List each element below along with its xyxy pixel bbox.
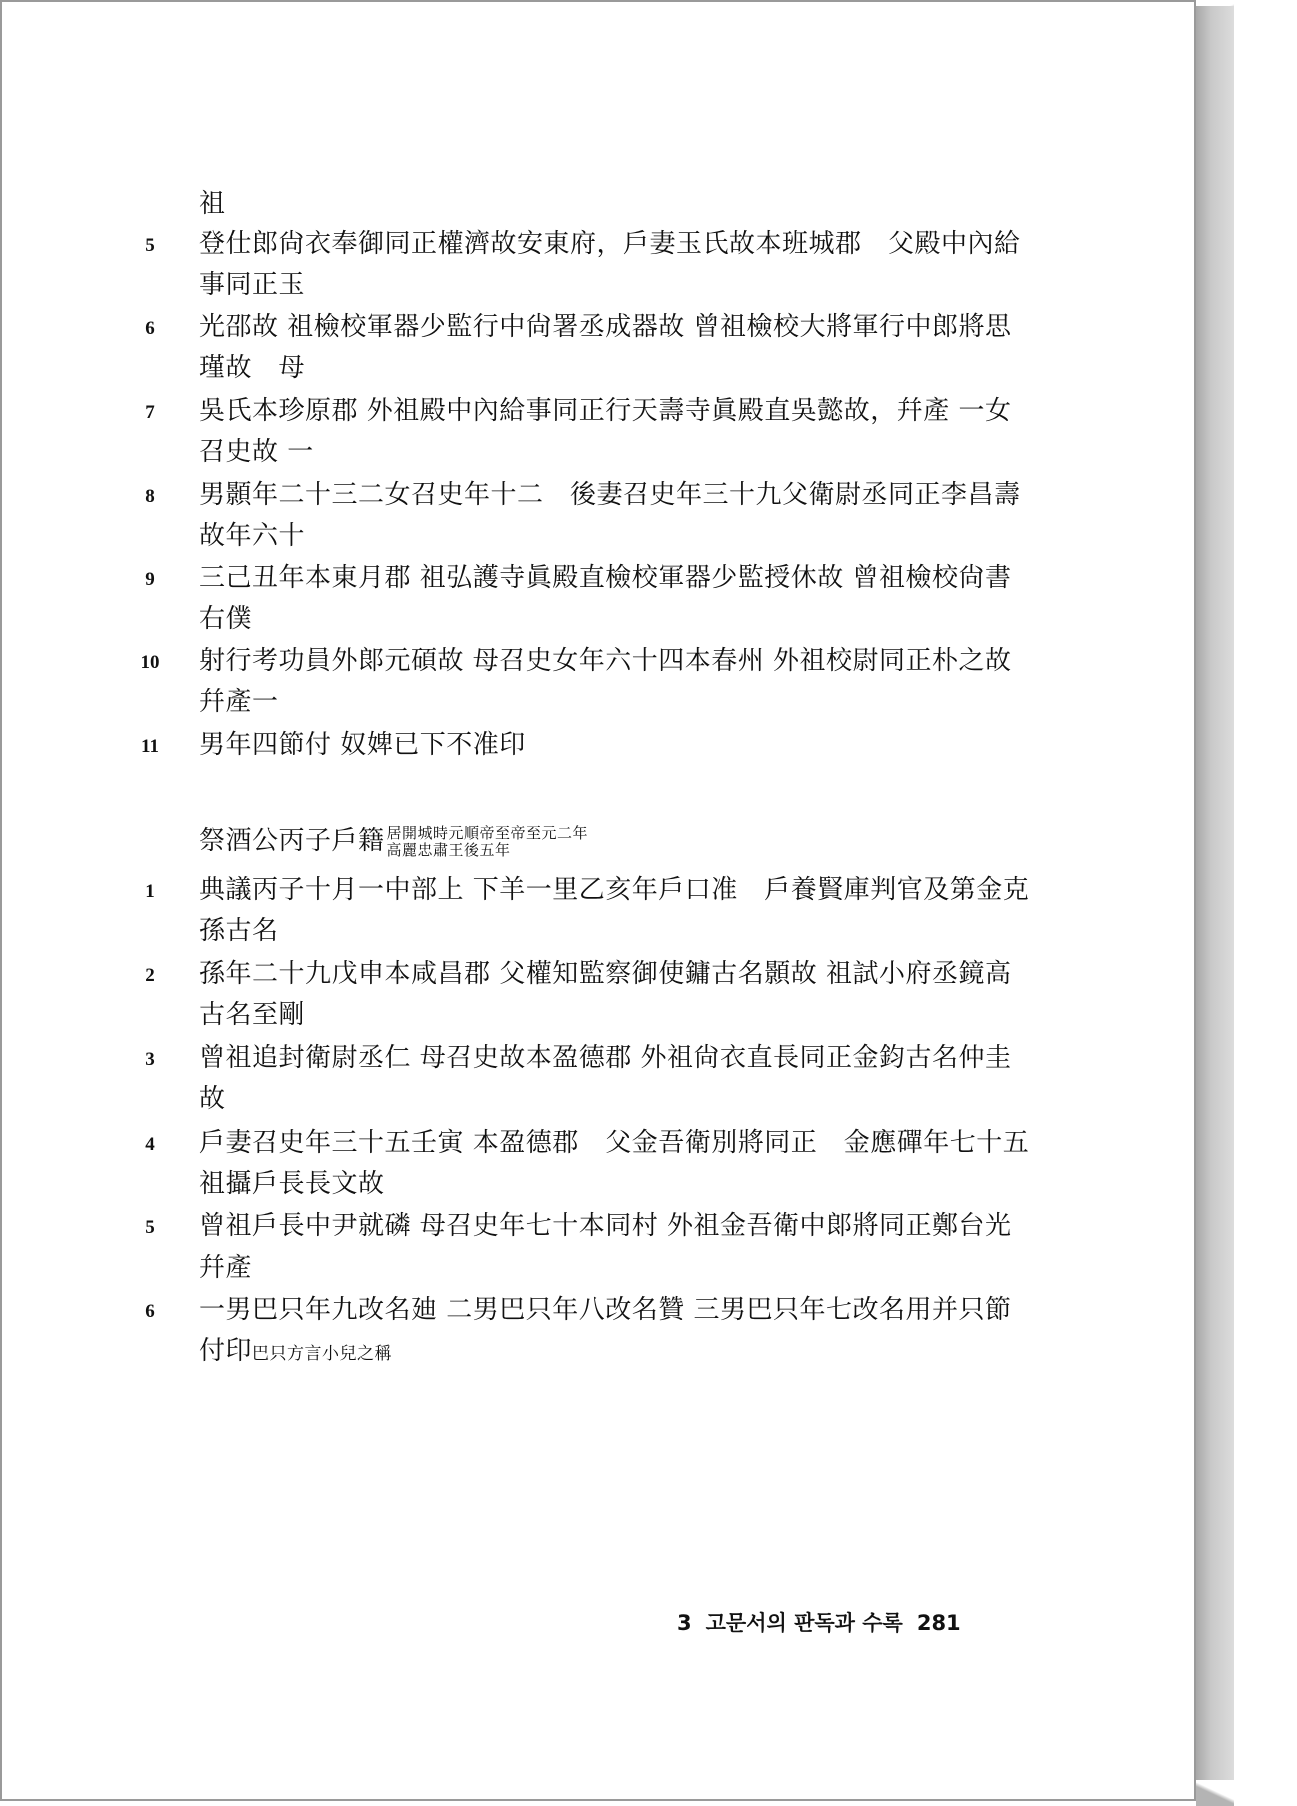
- text-line: [2, 1037, 1198, 1079]
- line-text: 祖: [199, 189, 226, 219]
- line-text: 三己丑年本東月郡 祖弘護寺眞殿直檢校軍器少監授休故 曾祖檢校尙書: [199, 563, 1012, 593]
- line-text: 登仕郎尙衣奉御同正權濟故安東府，戶妻玉氏故本班城郡 父殿中內給: [199, 229, 1021, 259]
- text-line: [2, 1330, 1198, 1372]
- line-number: 9: [145, 569, 155, 590]
- line-number: 7: [145, 402, 155, 423]
- line-text: 幷產一: [199, 687, 279, 717]
- line-text: 故年六十: [199, 521, 306, 551]
- line-text: 曾祖戶長中尹就磷 母召史年七十本同村 外祖金吾衛中郞將同正鄭台光: [199, 1211, 1012, 1241]
- line-text: 故: [199, 1084, 226, 1114]
- chapter-number: 3: [677, 1611, 692, 1635]
- page-number: 281: [916, 1611, 961, 1635]
- line-text: 幷產: [199, 1253, 253, 1283]
- page-curl-bottom: [1196, 1780, 1234, 1806]
- text-line: [2, 1205, 1198, 1247]
- text-line: [2, 223, 1198, 265]
- line-text: 曾祖追封衛尉丞仁 母召史故本盈德郡 外祖尙衣直長同正金鈞古名仲圭: [199, 1043, 1012, 1073]
- heading-note-line-1: 居開城時元順帝至帝至元二年: [386, 824, 589, 842]
- text-line: [2, 681, 1198, 723]
- line-number: 5: [145, 235, 155, 256]
- line-text: 祖攝戶長長文故: [199, 1169, 385, 1199]
- line-number: 2: [145, 965, 155, 986]
- page-edge-shadow: [1196, 6, 1234, 1806]
- line-number: 5: [145, 1217, 155, 1238]
- text-line: [2, 557, 1198, 599]
- line-number: 6: [145, 1301, 155, 1322]
- text-line: [2, 598, 1198, 640]
- text-line: [2, 869, 1198, 911]
- text-line: [2, 640, 1198, 682]
- line-text: 古名至剛: [199, 1000, 306, 1030]
- page-footer: [677, 1607, 961, 1637]
- text-line: [2, 183, 1198, 225]
- line-text: 吳氏本珍原郡 外祖殿中內給事同正行天壽寺眞殿直吳懿故，幷產 一女: [199, 396, 1012, 426]
- section-heading: [2, 814, 1198, 864]
- line-text: 男顥年二十三二女召史年十二 後妻召史年三十九父衛尉丞同正李昌壽: [199, 480, 1021, 510]
- text-line: [2, 1078, 1198, 1120]
- line-number: 8: [145, 486, 155, 507]
- line-number: 6: [145, 318, 155, 339]
- line-text: 召史故 一: [199, 437, 314, 467]
- text-line: [2, 431, 1198, 473]
- text-line: [2, 306, 1198, 348]
- heading-title: 祭酒公丙子戶籍: [199, 826, 385, 856]
- line-text: 一男巴只年九改名廸 二男巴只年八改名贊 三男巴只年七改名用并只節: [199, 1295, 1012, 1325]
- text-line: [2, 474, 1198, 516]
- line-text: 付印: [199, 1336, 253, 1366]
- text-line: [2, 1122, 1198, 1164]
- line-text: 孫古名: [199, 916, 279, 946]
- heading-note-line-2: 高麗忠肅王後五年: [386, 841, 511, 859]
- text-line: [2, 515, 1198, 557]
- line-number: 3: [145, 1049, 155, 1070]
- line-text: 右僕: [199, 604, 253, 634]
- text-line: [2, 347, 1198, 389]
- text-line: [2, 1163, 1198, 1205]
- line-text: 典議丙子十月一中部上 下羊一里乙亥年戶口准 戶養賢庫判官及第金克: [199, 875, 1030, 905]
- heading-note: [387, 825, 589, 859]
- line-number: 11: [141, 736, 159, 757]
- text-line: [2, 953, 1198, 995]
- line-text: 男年四節付 奴婢已下不准印: [199, 730, 526, 760]
- line-text: 光邵故 祖檢校軍器少監行中尙署丞成器故 曾祖檢校大將軍行中郎將思: [199, 312, 1012, 342]
- line-number: 10: [140, 652, 160, 673]
- inline-note: 巴只方言小兒之稱: [252, 1344, 393, 1364]
- line-text: 戶妻召史年三十五壬寅 本盈德郡 父金吾衛別將同正 金應磾年七十五: [199, 1128, 1030, 1158]
- line-number: 4: [145, 1134, 155, 1155]
- line-text: 孫年二十九戊申本咸昌郡 父權知監察御使鏞古名顥故 祖試小府丞鏡高: [199, 959, 1012, 989]
- text-line: [2, 994, 1198, 1036]
- line-text: 瑾故 母: [199, 353, 306, 383]
- chapter-title: 고문서의 판독과 수록: [705, 1611, 903, 1635]
- text-line: [2, 1247, 1198, 1289]
- line-text: 射行考功員外郞元碩故 母召史女年六十四本春州 外祖校尉同正朴之故: [199, 646, 1012, 676]
- line-text: 事同正玉: [199, 270, 306, 300]
- line-number: 1: [145, 881, 155, 902]
- text-line: [2, 264, 1198, 306]
- text-line: [2, 390, 1198, 432]
- text-line: [2, 1289, 1198, 1331]
- text-line: [2, 910, 1198, 952]
- text-line: [2, 724, 1198, 766]
